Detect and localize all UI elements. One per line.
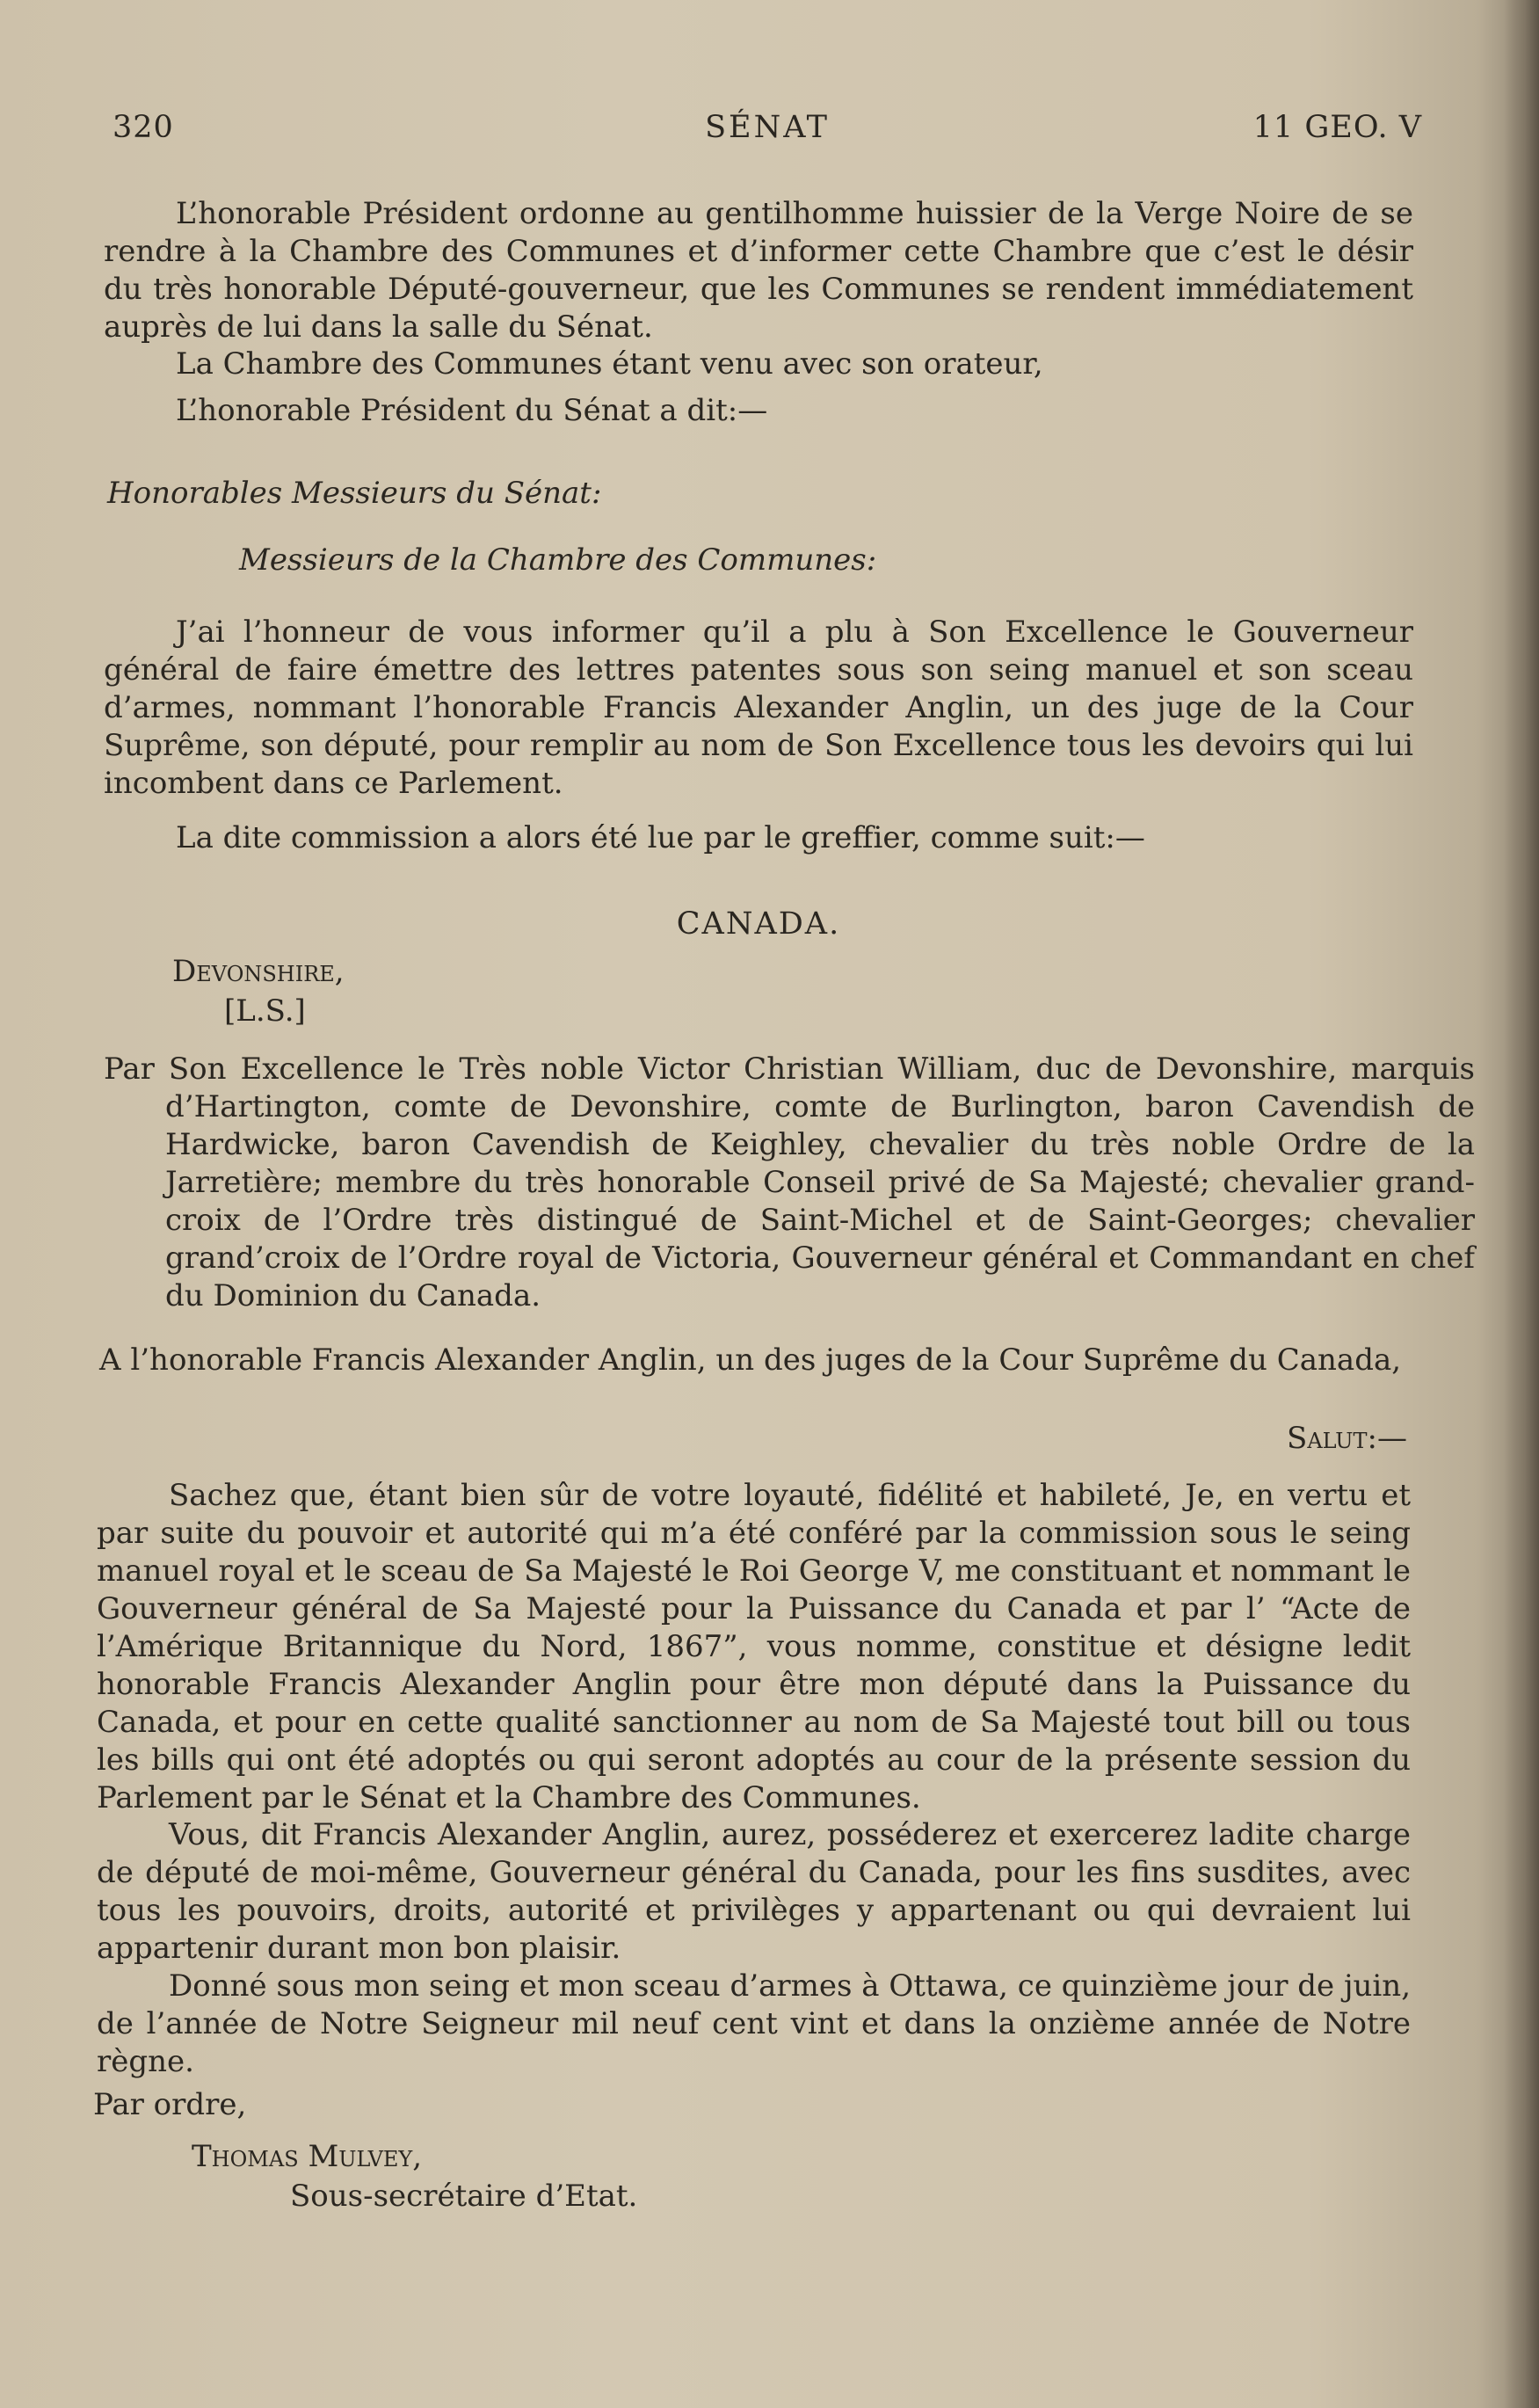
commission-body-appointment: Sachez que, étant bien sûr de votre loyauté, fidélité et habileté, Je, en vertu et par suite du pouvoir et autorité qui m’a été conféré par la commission sous le seing manuel royal et le sceau de Sa Majesté le Roi George V, me constituant et nommant le Gouverneur général de Sa Majesté pour la Puissance du Canada et par l’ “Acte de l’Amérique Britannique du Nord, 1867”, vous nomme, constitue et désigne ledit honorable Francis Alexander Anglin pour être mon député dans la Puissance du Canada, et pour en cette qualité sanctionner au nom de Sa Majesté tout bill ou tous les bills qui ont été adoptés ou qui seront adoptés au cour de la présente session du Parlement par le Sénat et la Chambre des Communes. — [97, 1478, 1411, 1815]
signer-name: Thomas Mulvey, — [192, 2139, 423, 2174]
page-title: SÉNAT — [705, 110, 830, 145]
running-header — [113, 110, 1422, 154]
page-number: 320 — [113, 110, 174, 145]
page-binding-shadow — [1504, 0, 1539, 2408]
commission-body-powers: Vous, dit Francis Alexander Anglin, aurez, posséderez et exercerez ladite charge de député de moi-même, Gouverneur général du Canada, pour les fins susdites, avec tous les pouvoirs, droits, autorité et privilèges y appartenant ou qui devraient lui appartenir durant mon bon plaisir. — [97, 1817, 1411, 1966]
paragraph-commons-arrived: La Chambre des Communes étant venu avec son orateur, — [176, 346, 1043, 382]
signer-title: Sous-secrétaire d’Etat. — [290, 2179, 638, 2214]
order-line: Par ordre, — [93, 2087, 247, 2122]
paragraph-president-order: L’honorable Président ordonne au gentilhomme huissier de la Verge Noire de se rendre à la Chambre des Communes et d’informer cette Chambre que c’est le désir du très honorable Député-gouverneur, que les Communes se rendent immédiatement auprès de lui dans la salle du Sénat. — [104, 196, 1413, 345]
session-label: 11 GEO. V — [1252, 110, 1422, 145]
commission-signatory: Devonshire, — [172, 954, 345, 989]
commission-addressee: A l’honorable Francis Alexander Anglin, un des juges de la Cour Suprême du Canada, — [99, 1342, 1402, 1378]
commission-preamble: Par Son Excellence le Très noble Victor Christian William, duc de Devonshire, marquis d’Hartington, comte de Devonshire, comte de Burlington, baron Cavendish de Hardwicke, baron Cavendish de Keighley, chevalier du très noble Ordre de la Jarretière; membre du très honorable Conseil privé de Sa Majesté; chevalier grand-croix de l’Ordre très distingué de Saint-Michel et de Saint-Georges; chevalier grand’croix de l’Ordre royal de Victoria, Gouverneur général et Commandant en chef du Dominion du Canada. — [104, 1051, 1475, 1313]
salutation-senate: Honorables Messieurs du Sénat: — [107, 476, 602, 511]
commission-seal: [L.S.] — [224, 993, 306, 1029]
paragraph-announcement: J’ai l’honneur de vous informer qu’il a plu à Son Excellence le Gouverneur général de faire émettre des lettres patentes sous son seing manuel et son sceau d’armes, nommant l’honorable Francis Alexander Anglin, un des juge de la Cour Suprême, son député, pour remplir au nom de Son Excellence tous les devoirs qui lui incombent dans ce Parlement. — [104, 615, 1413, 801]
commission-greeting: Salut:— — [1287, 1421, 1407, 1456]
salutation-commons: Messieurs de la Chambre des Communes: — [239, 542, 877, 578]
paragraph-president-said: L’honorable Président du Sénat a dit:— — [176, 393, 768, 428]
commission-body-given: Donné sous mon seing et mon sceau d’armes à Ottawa, ce quinzième jour de juin, de l’année de Notre Seigneur mil neuf cent vint et dans la onzième année de Notre règne. — [97, 1968, 1411, 2079]
paragraph-commission-read: La dite commission a alors été lue par le greffier, comme suit:— — [176, 820, 1145, 855]
commission-country: CANADA. — [676, 906, 841, 942]
